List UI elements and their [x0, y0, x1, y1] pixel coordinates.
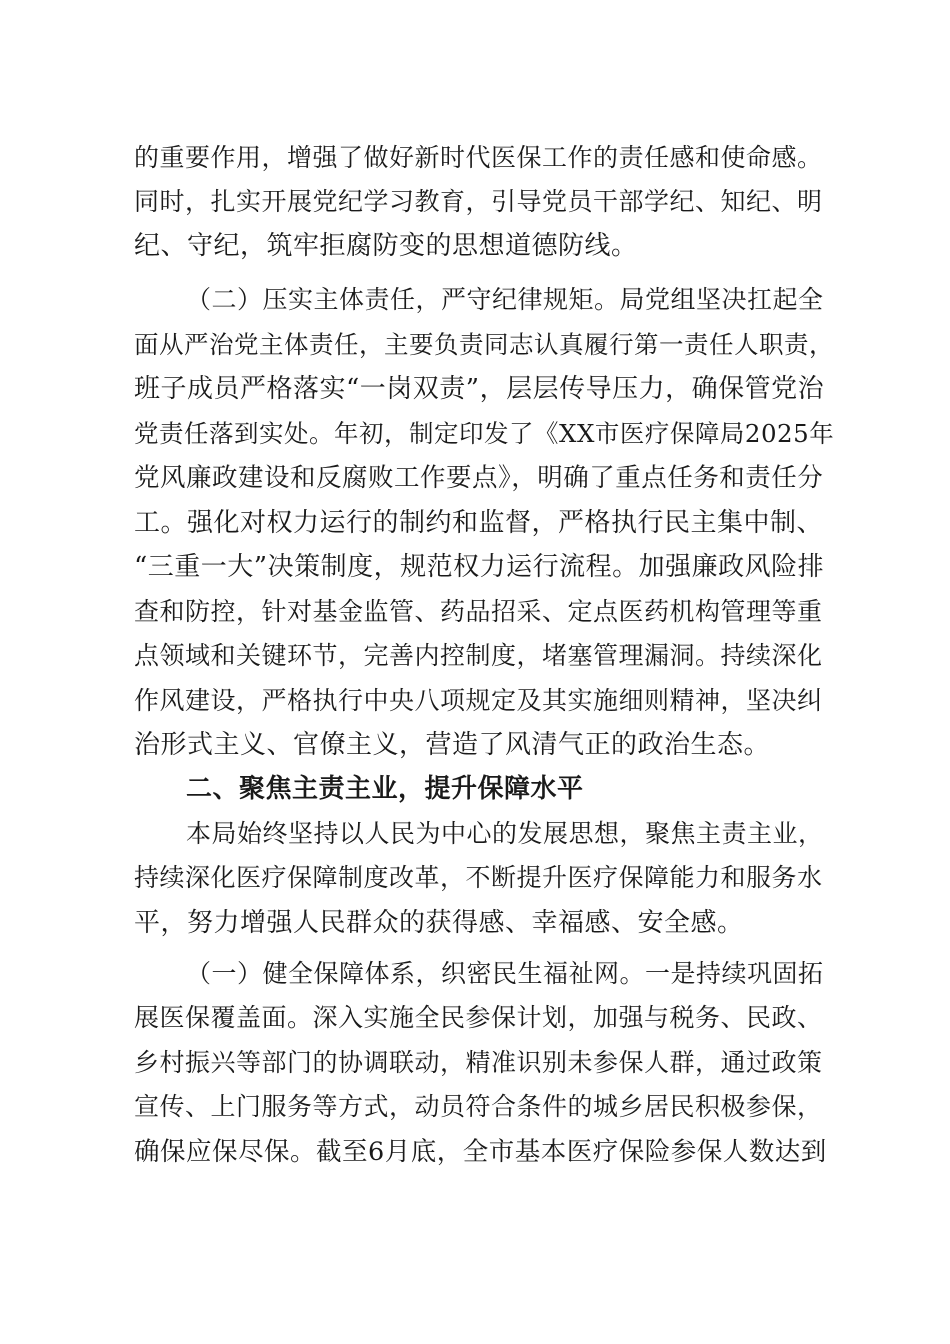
section-heading: 二、聚焦主责主业，提升保障水平	[186, 774, 584, 804]
body-text-line: 平，努力增强人民群众的获得感、幸福感、安全感。	[134, 908, 744, 938]
body-text-line: 宣传、上门服务等方式，动员符合条件的城乡居民积极参保，	[134, 1092, 823, 1121]
body-text-line: 确保应保尽保。截至6月底，全市基本医疗保险参保人数达到	[134, 1137, 827, 1167]
body-text-line: 持续深化医疗保障制度改革，不断提升医疗保障能力和服务水	[134, 863, 823, 892]
subsection-heading-line: （一）健全保障体系，织密民生福祉网。一是持续巩固拓	[186, 959, 824, 988]
body-text-line: 面从严治党主体责任，主要负责同志认真履行第一责任人职责，	[134, 330, 834, 359]
body-text-line: 乡村振兴等部门的协调联动，精准识别未参保人群，通过政策	[134, 1048, 823, 1077]
body-text-line: 班子成员严格落实“一岗双责”，层层传导压力，确保管党治	[134, 374, 825, 404]
body-text-line: 展医保覆盖面。深入实施全民参保计划，加强与税务、民政、	[134, 1003, 823, 1032]
body-text-line: 同时，扎实开展党纪学习教育，引导党员干部学纪、知纪、明	[134, 187, 823, 216]
body-text-line: 治形式主义、官僚主义，营造了风清气正的政治生态。	[134, 730, 771, 760]
body-text-line: “三重一大”决策制度，规范权力运行流程。加强廉政风险排	[134, 552, 825, 582]
body-text-line: 党风廉政建设和反腐败工作要点》，明确了重点任务和责任分	[134, 463, 824, 493]
subsection-heading-line: （二）压实主体责任，严守纪律规矩。局党组坚决扛起全	[186, 285, 824, 314]
body-text-line: 查和防控，针对基金监管、药品招采、定点医药机构管理等重	[134, 597, 823, 626]
body-text-line: 的重要作用，增强了做好新时代医保工作的责任感和使命感。	[134, 143, 823, 172]
body-text-line: 作风建设，严格执行中央八项规定及其实施细则精神，坚决纠	[134, 686, 823, 715]
body-text-line: 本局始终坚持以人民为中心的发展思想，聚焦主责主业，	[186, 819, 824, 848]
body-text-line: 纪、守纪，筑牢拒腐防变的思想道德防线。	[134, 231, 638, 261]
body-text-line: 党责任落到实处。年初，制定印发了《XX市医疗保障局2025年	[134, 419, 835, 448]
body-text-line: 点领域和关键环节，完善内控制度，堵塞管理漏洞。持续深化	[134, 641, 823, 670]
body-text-line: 工。强化对权力运行的制约和监督，严格执行民主集中制、	[134, 508, 824, 538]
